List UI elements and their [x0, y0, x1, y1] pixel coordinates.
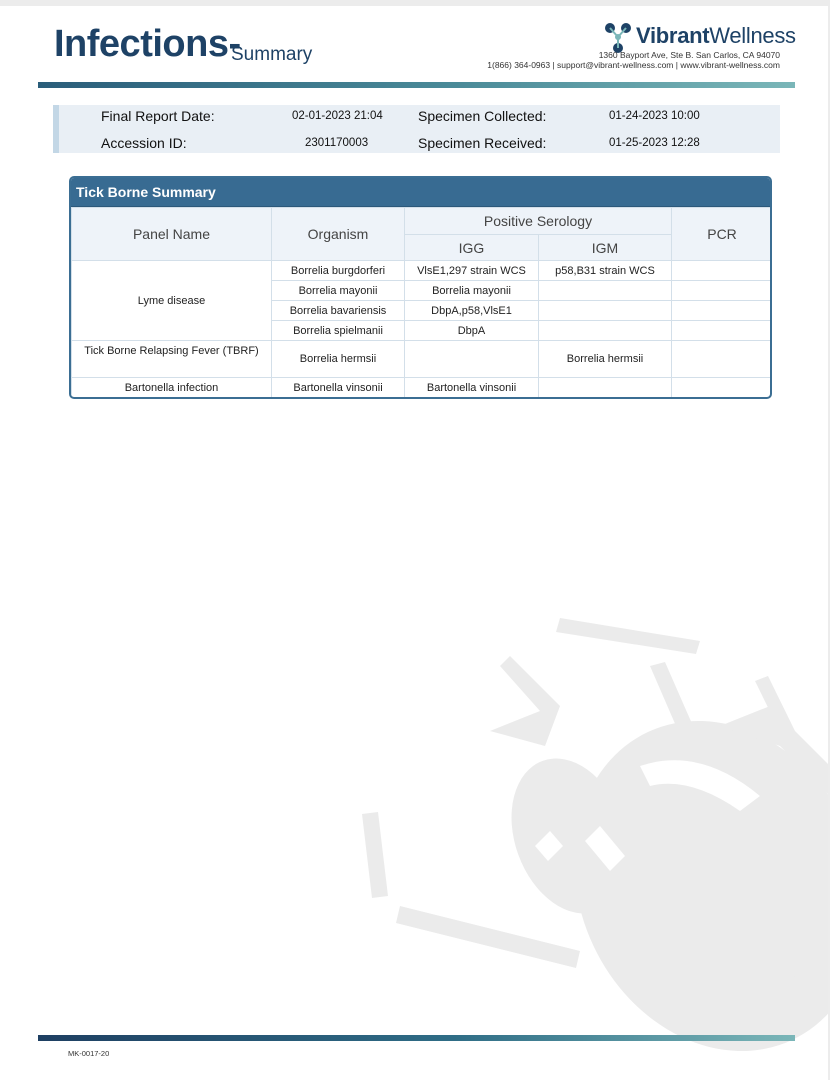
- company-address: 1360 Bayport Ave, Ste B. San Carlos, CA 94070: [598, 50, 780, 60]
- specimen-collected-label: Specimen Collected:: [418, 108, 547, 124]
- panel-name-tbrf: Tick Borne Relapsing Fever (TBRF): [72, 341, 272, 378]
- column-header-igg: IGG: [405, 235, 539, 261]
- tick-borne-summary-card: [69, 176, 772, 399]
- igg-cell: DbpA: [405, 321, 539, 341]
- igm-cell: [539, 378, 672, 398]
- panel-name-bartonella: Bartonella infection: [72, 378, 272, 398]
- header-divider: [38, 82, 795, 88]
- igm-cell: [539, 301, 672, 321]
- organism-cell: Borrelia spielmanii: [272, 321, 405, 341]
- specimen-received-value: 01-25-2023 12:28: [609, 137, 700, 149]
- specimen-received-label: Specimen Received:: [418, 135, 547, 151]
- pcr-cell: [672, 378, 772, 398]
- column-header-positive-serology: Positive Serology: [405, 208, 672, 235]
- brand-logo: [602, 21, 796, 53]
- pcr-cell: [672, 341, 772, 378]
- table-row: [72, 261, 773, 281]
- pcr-cell: [672, 321, 772, 341]
- page-title: Infections-: [54, 23, 241, 65]
- organism-cell: Borrelia hermsii: [272, 341, 405, 378]
- accession-id-value: 2301170003: [305, 137, 369, 149]
- vibrant-molecule-icon: [602, 21, 634, 53]
- footer-code: MK-0017-20: [68, 1049, 110, 1058]
- organism-cell: Bartonella vinsonii: [272, 378, 405, 398]
- table-row: [72, 341, 773, 378]
- column-header-igm: IGM: [539, 235, 672, 261]
- pcr-cell: [672, 261, 772, 281]
- brand-name: VibrantWellness: [636, 23, 796, 48]
- organism-cell: Borrelia bavariensis: [272, 301, 405, 321]
- table-row: [72, 378, 773, 398]
- company-contact: 1(866) 364-0963 | support@vibrant-wellness.com | www.vibrant-wellness.com: [487, 60, 780, 70]
- column-header-panel-name: Panel Name: [72, 208, 272, 261]
- final-report-date-label: Final Report Date:: [101, 108, 215, 124]
- summary-card-title: Tick Borne Summary: [71, 178, 770, 207]
- panel-name-lyme: Lyme disease: [72, 261, 272, 341]
- igg-cell: Borrelia mayonii: [405, 281, 539, 301]
- igm-cell: [539, 321, 672, 341]
- organism-cell: Borrelia mayonii: [272, 281, 405, 301]
- igm-cell: p58,B31 strain WCS: [539, 261, 672, 281]
- final-report-date-value: 02-01-2023 21:04: [292, 110, 383, 122]
- accession-id-label: Accession ID:: [101, 135, 187, 151]
- organism-cell: Borrelia burgdorferi: [272, 261, 405, 281]
- tick-watermark-icon: [0, 6, 828, 1080]
- page-subtitle: Summary: [231, 44, 313, 65]
- footer-divider: [38, 1035, 795, 1041]
- igg-cell: DbpA,p58,VlsE1: [405, 301, 539, 321]
- igm-cell: [539, 281, 672, 301]
- igg-cell: VlsE1,297 strain WCS: [405, 261, 539, 281]
- report-info-panel: [53, 105, 780, 153]
- report-page: [0, 6, 828, 1080]
- summary-table: [71, 207, 772, 398]
- igg-cell: Bartonella vinsonii: [405, 378, 539, 398]
- igg-cell: [405, 341, 539, 378]
- pcr-cell: [672, 281, 772, 301]
- igm-cell: Borrelia hermsii: [539, 341, 672, 378]
- pcr-cell: [672, 301, 772, 321]
- column-header-organism: Organism: [272, 208, 405, 261]
- specimen-collected-value: 01-24-2023 10:00: [609, 110, 700, 122]
- column-header-pcr: PCR: [672, 208, 772, 261]
